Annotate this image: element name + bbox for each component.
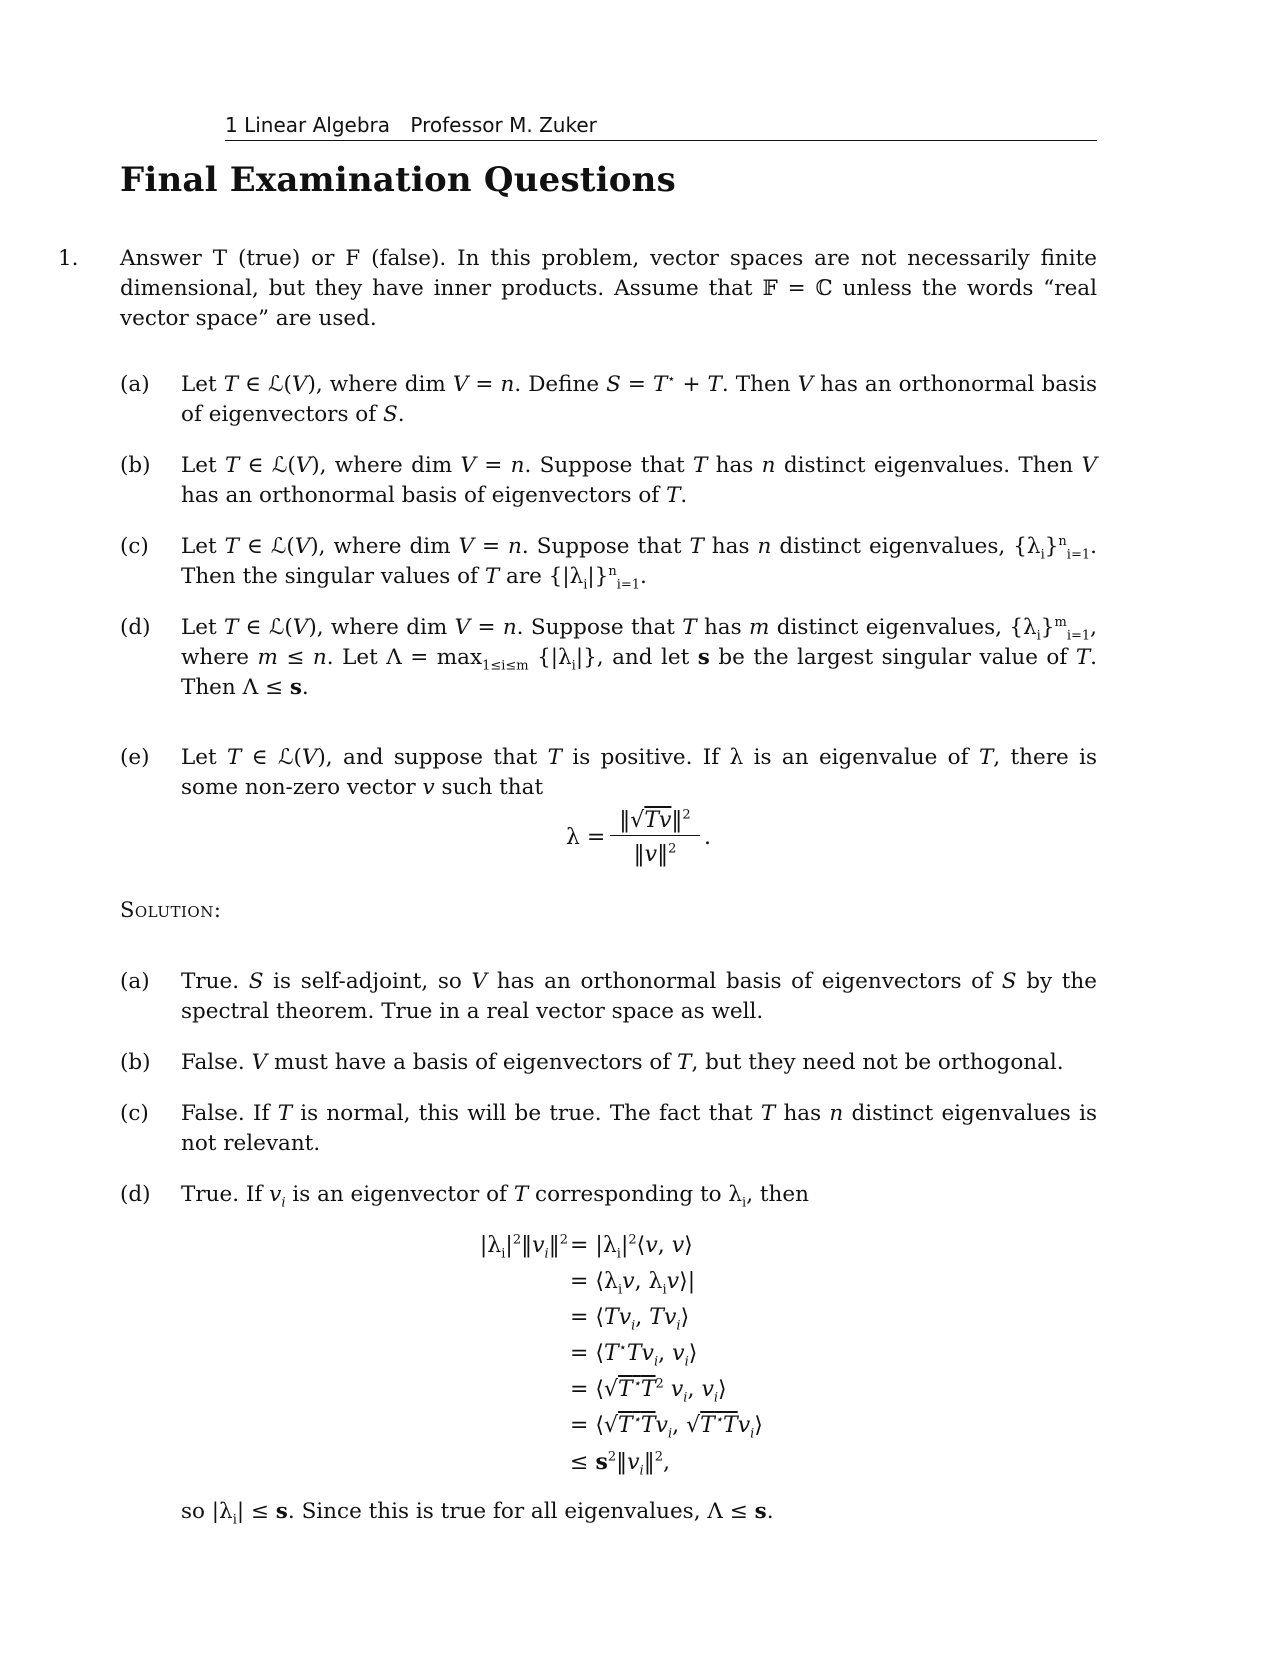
- page-title: Final Examination Questions: [120, 160, 676, 200]
- eq-line-5: = $⟨√T^⋆T^2$ $v_i$, $v_i⟩$: [570, 1376, 727, 1406]
- eq-lhs: $|\lambda_i|^2‖v_i‖^2$: [479, 1232, 568, 1262]
- part-b: [120, 451, 1097, 511]
- solution-a-label: (a): [120, 969, 150, 994]
- part-b-label: (b): [120, 453, 151, 478]
- part-a-label: (a): [120, 372, 150, 397]
- part-d-text: Let T ∈ ℒ(V), where dim V = n. Suppose that T has m distinct eigenvalues, $\{\lambda_i\}^m_{i=1}$, where m ≤ n. Let $\Lambda = \max_{1\le i\le m} \{|\lambda_i|\}$, and let s be the largest singular value of T. Then Λ ≤ s.: [181, 614, 1098, 700]
- solution-d-text: True. If $v_i$ is an eigenvector of T corresponding to $\lambda_i$, then: [181, 1182, 809, 1211]
- solution-a: [120, 967, 1097, 1027]
- part-e-text: Let T ∈ ℒ(V), and suppose that T is positive. If λ is an eigenvalue of T, there is some non-zero vector v such that: [181, 745, 1097, 800]
- solution-d: [120, 1180, 1097, 1210]
- eq-line-4: = $⟨T^⋆Tv_i$, $v_i⟩$: [570, 1340, 698, 1370]
- part-e-label: (e): [120, 745, 150, 770]
- question-intro: Answer T (true) or F (false). In this problem, vector spaces are not necessarily finite dimensional, but they have inner products. Assume that 𝔽 = ℂ unless the words “real vector space” are used.: [120, 246, 1097, 331]
- part-d-label: (d): [120, 615, 151, 640]
- part-c-text: Let T ∈ ℒ(V), where dim V = n. Suppose that T has n distinct eigenvalues, $\{\lambda_i\}^n_{i=1}$. Then the singular values of T are $\{|\lambda_i|\}^n_{i=1}$.: [181, 533, 1097, 593]
- running-header: [225, 112, 1097, 141]
- part-e-formula: λ = $\frac{‖√Tv‖^2}{‖v‖^2}$ .: [566, 807, 711, 867]
- solution-c-text: False. If T is normal, this will be true. The fact that T has n distinct eigenvalues is not relevant.: [181, 1101, 1097, 1156]
- question-number: 1.: [58, 246, 79, 271]
- eq-line-1: = $|\lambda_i|^2⟨v$, v⟩: [570, 1232, 693, 1262]
- eq-line-7: ≤ $s^2‖v_i‖^2$,: [570, 1449, 670, 1479]
- solution-heading: Solution:: [120, 898, 222, 922]
- header-course: 1 Linear Algebra: [225, 113, 391, 137]
- eq-line-2: = $⟨\lambda_iv$, $\lambda_iv⟩|$: [570, 1269, 696, 1298]
- part-c-label: (c): [120, 534, 149, 559]
- solution-c-label: (c): [120, 1101, 149, 1126]
- solution-b: [120, 1048, 1097, 1078]
- part-e: [120, 743, 1097, 803]
- solution-d-label: (d): [120, 1182, 151, 1207]
- part-d: [120, 613, 1097, 703]
- solution-b-text: False. V must have a basis of eigenvectors of T, but they need not be orthogonal.: [181, 1050, 1064, 1075]
- solution-a-text: True. S is self-adjoint, so V has an orthonormal basis of eigenvectors of S by the spectral theorem. True in a real vector space as well.: [181, 969, 1097, 1024]
- part-c: [120, 532, 1097, 592]
- header-professor: Professor M. Zuker: [410, 113, 597, 137]
- part-a-text: Let T ∈ ℒ(V), where dim V = n. Define S = T⋆ + T. Then V has an orthonormal basis of eigenvectors of S.: [181, 371, 1097, 427]
- solution-c: [120, 1099, 1097, 1159]
- eq-line-3: = $⟨Tv_i$, $Tv_i⟩$: [570, 1305, 690, 1334]
- part-b-text: Let T ∈ ℒ(V), where dim V = n. Suppose that T has n distinct eigenvalues. Then V has an orthonormal basis of eigenvectors of T.: [181, 453, 1097, 508]
- solution-b-label: (b): [120, 1050, 151, 1075]
- part-a: [120, 370, 1097, 430]
- solution-conclusion: so $|\lambda_i| \le s$. Since this is true for all eigenvalues, Λ ≤ s.: [181, 1499, 774, 1528]
- eq-line-6: = $⟨√T^⋆Tv_i$, $√T^⋆Tv_i⟩$: [570, 1412, 763, 1442]
